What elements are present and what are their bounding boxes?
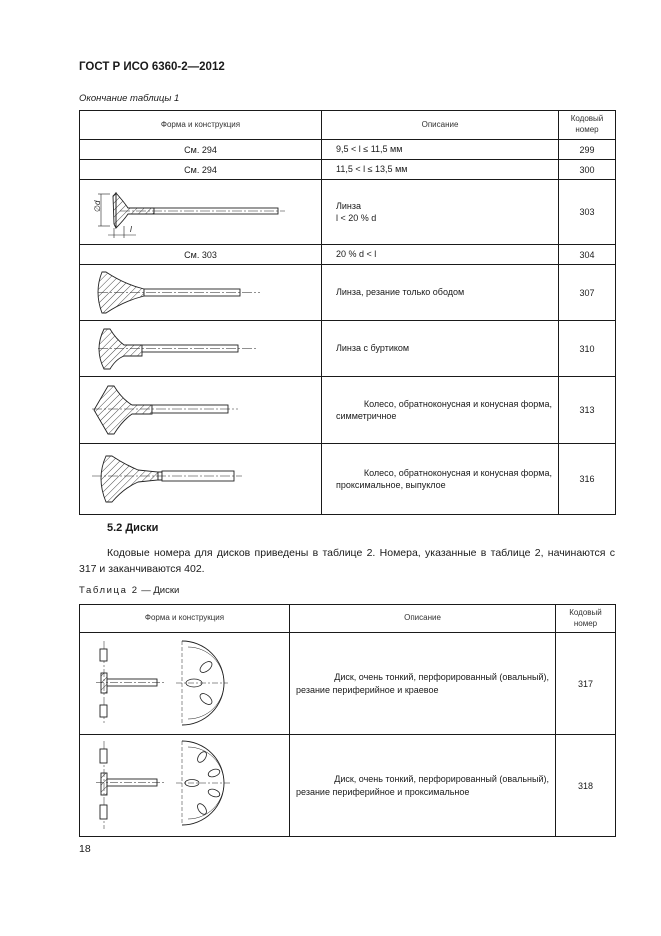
desc-cell — [322, 444, 559, 515]
desc-cell — [290, 633, 556, 735]
desc-cell — [322, 160, 559, 180]
drawing-cell — [80, 265, 322, 321]
table2-header-row — [80, 605, 616, 633]
code-cell: 310 — [559, 321, 616, 377]
code-cell: 313 — [559, 377, 616, 444]
code-header-line1: Кодовый — [569, 607, 602, 617]
code-cell: 300 — [559, 160, 616, 180]
code-cell: 303 — [559, 180, 616, 245]
desc-line1: Колесо, обратноконусная и конусная форма, — [363, 467, 552, 478]
code-cell: 304 — [559, 245, 616, 265]
table2-header-code — [556, 605, 616, 633]
section-title: 5.2 Диски — [107, 522, 159, 534]
desc-text: Линза с буртиком — [336, 343, 410, 354]
table-row — [80, 265, 616, 321]
desc-cell — [322, 140, 559, 160]
desc-cell — [290, 735, 556, 837]
table1-header-code — [559, 111, 616, 140]
code-header-line1: Кодовый — [570, 114, 604, 124]
table2-header-form: Форма и конструкция — [80, 605, 290, 633]
code-cell: 317 — [556, 633, 616, 735]
disc-perforated-drawing-2 — [80, 735, 290, 836]
code-cell: 318 — [556, 735, 616, 837]
table-row — [80, 321, 616, 377]
lens-collar-drawing — [80, 321, 322, 376]
table2-header-desc: Описание — [290, 605, 556, 633]
table-2 — [79, 604, 616, 837]
code-cell: 299 — [559, 140, 616, 160]
code-header-line2: номер — [575, 125, 599, 134]
desc-cell — [322, 265, 559, 321]
drawing-cell — [80, 180, 322, 245]
lens-bur-drawing — [80, 180, 322, 244]
desc-line2: проксимальное, выпуклое — [336, 480, 446, 490]
drawing-cell — [80, 633, 290, 735]
table1-header-form: Форма и конструкция — [80, 111, 322, 140]
disc-perforated-drawing-1 — [80, 633, 290, 734]
form-cell: См. 303 — [80, 245, 322, 265]
desc-line1: Линза — [336, 200, 362, 211]
drawing-cell — [80, 444, 322, 515]
table-row — [80, 245, 616, 265]
desc-text: Линза, резание только ободом — [336, 287, 465, 298]
desc-line2: l < 20 % d — [336, 213, 377, 223]
wheel-convex-drawing — [80, 444, 322, 514]
page-number: 18 — [79, 843, 91, 855]
table-row — [80, 180, 616, 245]
form-cell: См. 294 — [80, 140, 322, 160]
drawing-cell — [80, 377, 322, 444]
table-row — [80, 160, 616, 180]
table2-caption-prefix: Таблица 2 — [79, 585, 139, 596]
section-paragraph: Кодовые номера для дисков приведены в таблице 2. Номера, указанные в таблице 2, начинаются с 317 и заканчиваются 402. — [79, 547, 615, 575]
table1-caption: Окончание таблицы 1 — [79, 93, 180, 104]
table-row — [80, 444, 616, 515]
desc-cell — [322, 245, 559, 265]
desc-cell — [322, 180, 559, 245]
table-row — [80, 735, 616, 837]
desc-cell — [322, 377, 559, 444]
desc-line1: Диск, очень тонкий, перфорированный (овальный), — [334, 672, 549, 683]
code-cell: 307 — [559, 265, 616, 321]
desc-cell — [322, 321, 559, 377]
table-1 — [79, 110, 616, 515]
table2-caption — [79, 585, 179, 596]
desc-line2: резание периферийное и краевое — [296, 684, 439, 695]
table2-caption-rest: — Диски — [138, 585, 180, 596]
lens-rim-drawing — [80, 265, 322, 320]
table-row — [80, 140, 616, 160]
wheel-symmetric-drawing — [80, 377, 322, 443]
desc-line1: Диск, очень тонкий, перфорированный (овальный), — [334, 774, 549, 785]
table-row — [80, 377, 616, 444]
desc-text: 9,5 < l ≤ 11,5 мм — [336, 144, 403, 155]
drawing-cell — [80, 735, 290, 837]
desc-line2: резание периферийное и проксимальное — [296, 786, 470, 797]
code-cell: 316 — [559, 444, 616, 515]
code-header-line2: номер — [573, 618, 598, 628]
desc-line1: Колесо, обратноконусная и конусная форма, — [363, 398, 552, 409]
form-cell: См. 294 — [80, 160, 322, 180]
length-label: l — [130, 225, 132, 234]
document-header: ГОСТ Р ИСО 6360-2—2012 — [79, 61, 225, 73]
diameter-label: ∅d — [93, 200, 102, 212]
table1-header-desc: Описание — [322, 111, 559, 140]
table1-header-row — [80, 111, 616, 140]
desc-text: 11,5 < l ≤ 13,5 мм — [336, 164, 408, 175]
drawing-cell — [80, 321, 322, 377]
desc-text: 20 % d < l — [336, 249, 377, 260]
desc-line2: симметричное — [336, 411, 397, 421]
table-row — [80, 633, 616, 735]
